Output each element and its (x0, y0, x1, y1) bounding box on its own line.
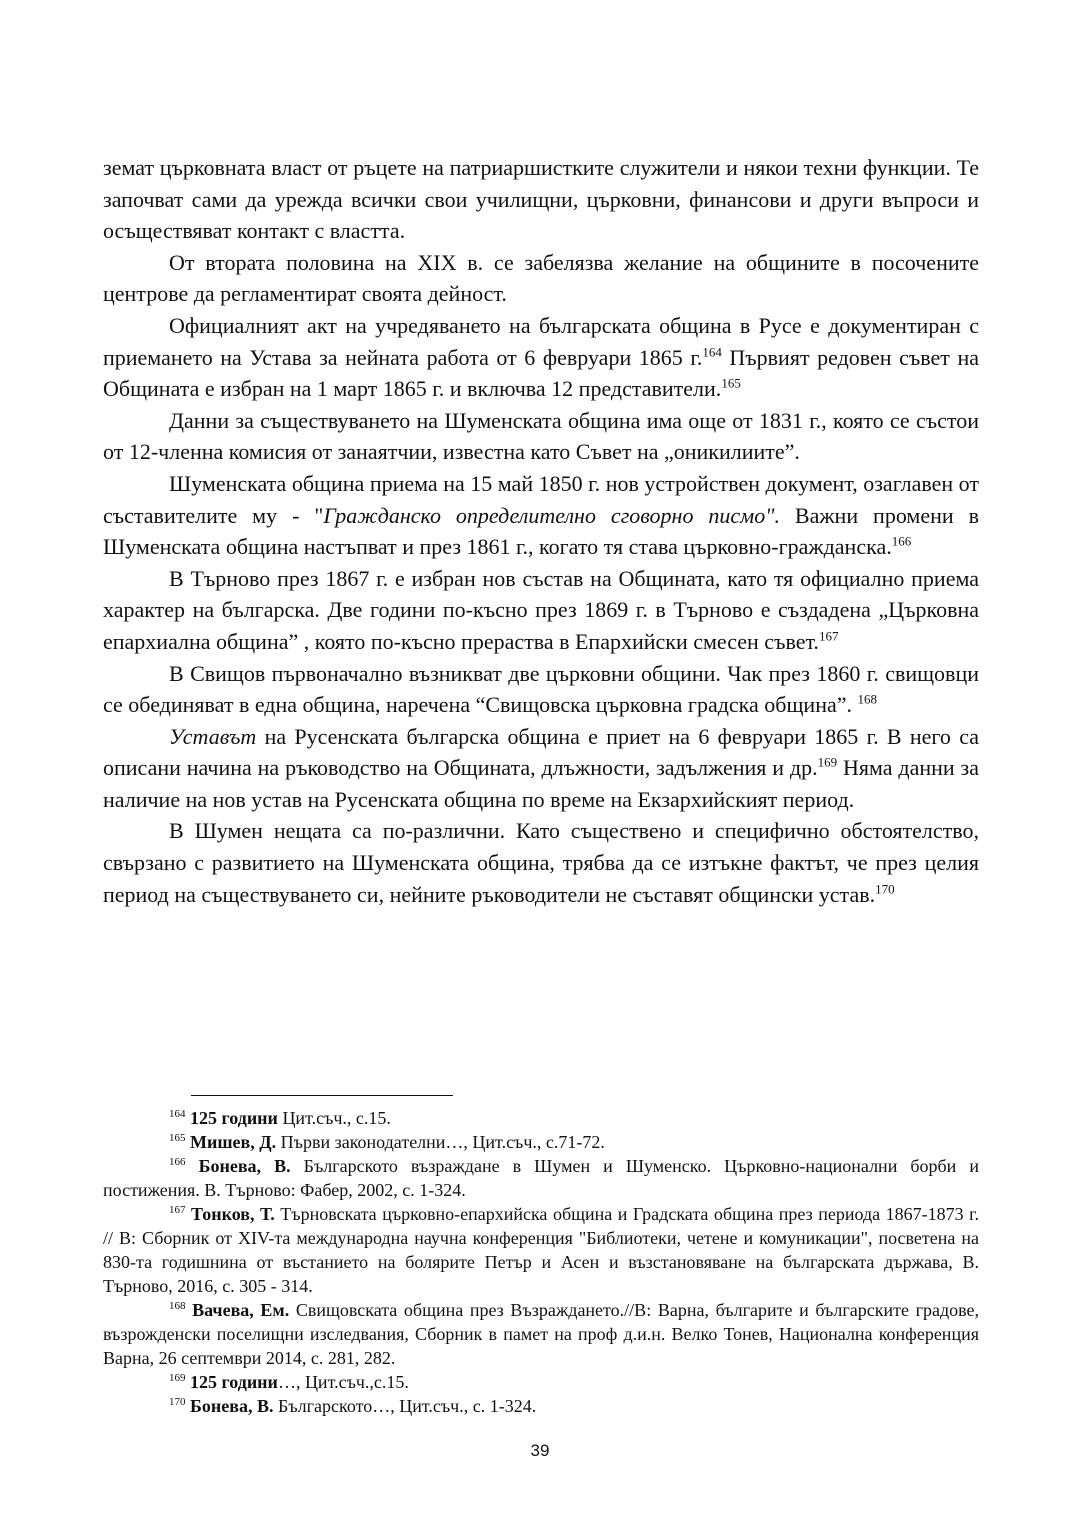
paragraph-2 (103, 247, 979, 310)
footnote-ref-168[interactable]: 168 (857, 691, 878, 707)
paragraph-text: Шуменската община приема на 15 май 1850 г. нов устройствен документ, озаглавен от съставителите му - " (103, 470, 979, 528)
paragraph-text: земат църковната власт от ръцете на патриаршистките служители и някои техни функции. Те започват сами да урежда всички свои училищни, църковни, финансови и други въпроси и осъществяват контакт с властта. (103, 155, 979, 244)
paragraph-text: В Шумен нещата са по-различни. Като съществено и специфично обстоятелство, свързано с развитието на Шуменската община, трябва да се изтъкне фактът, че през целия период на съществуването си, нейните ръководители не съставят общински устав. (103, 818, 979, 907)
footnote-text: Българското…, Цит.съч., с. 1-324. (273, 1396, 537, 1416)
main-text (103, 152, 979, 910)
footnote-author: 125 години (190, 1108, 278, 1128)
footnote-ref-170[interactable]: 170 (875, 881, 895, 897)
footnote-separator (191, 1095, 453, 1096)
paragraph-text: Официалният акт на учредяването на българската община в Русе е документиран с приемането на Устава за нейната работа от 6 февруари 1865 г. (103, 312, 979, 370)
footnote-ref-166[interactable]: 166 (891, 533, 912, 549)
footnote-text: Първи законодателни…, Цит.съч., с.71-72. (276, 1132, 605, 1152)
paragraph-5 (103, 468, 979, 563)
paragraph-3 (103, 310, 979, 405)
paragraph-text: В Свищов първоначално възникват две църковни общини. Чак през 1860 г. свищовци се обединяват в една община, наречена “Свищовска църковна градска община”. (103, 660, 979, 718)
footnote-number: 169 (169, 1372, 186, 1384)
paragraph-text: Няма данни за наличие на нов устав на Русенската община по време на Екзархийският период. (103, 755, 979, 812)
footnote-ref-165[interactable]: 165 (721, 375, 741, 391)
footnote-ref-164[interactable]: 164 (702, 344, 722, 360)
footnote-text: Цит.съч., с.15. (277, 1108, 391, 1128)
footnote-number: 167 (169, 1204, 186, 1216)
paragraph-text: на Русенската българска община е приет на 6 февруари 1865 г. В него са описани начина на ръководство на Общината, длъжности, задължения и др. (103, 723, 979, 781)
footnote-166 (103, 1154, 979, 1202)
paragraph-text: В Търново през 1867 г. е избран нов състав на Общината, като тя официално приема характер на българска. Две години по-късно през 1869 г. в Търново е създадена „Църковна епархиална община” , която по-късно прераства в Епархийски смесен съвет. (103, 565, 979, 654)
footnote-number: 166 (169, 1156, 186, 1168)
footnote-ref-169[interactable]: 169 (817, 754, 838, 770)
footnote-169 (103, 1370, 979, 1394)
footnote-text: …, Цит.съч.,с.15. (277, 1372, 409, 1392)
paragraph-7 (103, 658, 979, 721)
footnote-author: Вачева, Ем. (192, 1300, 290, 1320)
paragraph-text: От втората половина на XIX в. се забелязва желание на общините в посочените центрове да регламентират своята дейност. (103, 249, 979, 307)
footnote-author: Бонева, В. (190, 1396, 274, 1416)
footnote-text: Търновската църковно-епархийска община и Градската община през периода 1867-1873 г. // В: Сборник от XIV-та международна научна конференция "Библиотеки, четене и комуникации", посветена на 830-та годишнина от въстанието на болярите Петър и Асен и възстановяване на българската държава, В. Търново, 2016, с. 305 - 314. (103, 1204, 979, 1296)
footnote-164 (103, 1106, 979, 1130)
footnote-168 (103, 1298, 979, 1370)
paragraph-6 (103, 563, 979, 658)
paragraph-text: Данни за съществуването на Шуменската община има още от 1831 г., която се състои от 12-членна комисия от занаятчии, известна като Съвет на „оникилиите”. (103, 407, 979, 465)
footnote-author: 125 години (190, 1372, 278, 1392)
footnote-165 (103, 1130, 979, 1154)
paragraph-4 (103, 405, 979, 468)
footnote-170 (103, 1394, 979, 1418)
paragraph-1 (103, 152, 979, 247)
footnote-author: Тонков, Т. (191, 1204, 275, 1224)
footnote-ref-167[interactable]: 167 (818, 628, 839, 644)
document-title-italic: Гражданско определително сговорно писмо". (323, 502, 780, 528)
footnote-text: Свищовската община през Възраждането.//В: Варна, българите и българските градове, възрожденски поселищни изследвания, Сборник в памет на проф д.и.н. Велко Тонев, Национална конференция Варна, 26 септември 2014, с. 281, 282. (103, 1300, 979, 1368)
footnote-167 (103, 1202, 979, 1298)
footnote-author: Бонева, В. (198, 1156, 291, 1176)
paragraph-text: Важни промени в Шуменската община настъпват и през 1861 г., когато тя става църковно-гражданска. (103, 502, 979, 560)
paragraph-8 (103, 721, 979, 816)
footnote-number: 168 (169, 1300, 186, 1312)
term-italic: Уставът (169, 723, 257, 749)
footnote-author: Мишев, Д. (190, 1132, 277, 1152)
paragraph-text: Първият редовен съвет на Общината е избран на 1 март 1865 г. и включва 12 представители. (103, 344, 979, 402)
footnote-number: 164 (169, 1108, 186, 1120)
paragraph-9 (103, 815, 979, 910)
footnotes (103, 1106, 979, 1418)
page-number: 39 (530, 1441, 550, 1460)
footnote-number: 170 (169, 1396, 186, 1408)
footnote-number: 165 (169, 1132, 186, 1144)
footnote-text: Българското възраждане в Шумен и Шуменско. Църковно-национални борби и постижения. В. Търново: Фабер, 2002, с. 1-324. (103, 1156, 979, 1200)
